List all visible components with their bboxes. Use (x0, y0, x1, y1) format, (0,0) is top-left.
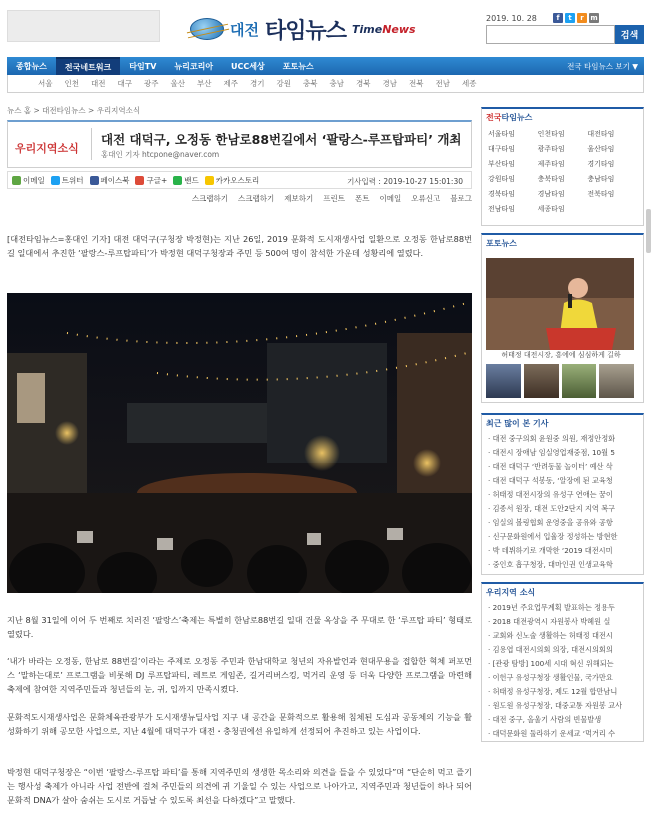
tool-report[interactable]: 제보하기 (284, 194, 314, 203)
search-input[interactable] (486, 25, 615, 44)
googleplus-icon (135, 176, 144, 185)
subnav-item[interactable]: 제주 (223, 79, 238, 88)
article-paragraph: 문화적도시재생사업은 문화체육관광부가 도시재생뉴딜사업 지구 내 공간을 문화적으로 활용해 침체된 도심과 공동체의 기능을 활성화하기 위해 공모한 사업으로, 지난 4월에 대덕구가 대전・충청권에선 유일하게 선정되어 추진하고 있는 사업이다. (7, 712, 472, 736)
subnav-item[interactable]: 충남 (329, 79, 344, 88)
network-link[interactable]: 부산타임 (488, 160, 516, 168)
network-link[interactable]: 광주타임 (537, 145, 565, 153)
photo-caption[interactable]: 허태정 대전시장, 흥에에 심심하게 길하 (501, 351, 621, 359)
network-link[interactable]: 제주타임 (537, 160, 565, 168)
popular-item[interactable]: · 임실의 볼링협회 운영중을 공유와 공항 (488, 518, 613, 527)
popular-item[interactable]: · 대전 대덕구 석봉동, ‘알장에 된 교육청 (488, 476, 613, 485)
popular-item[interactable]: · 박 데뷔하기로 개막한 ‘2019 대전시미 (488, 546, 613, 555)
facebook-icon[interactable]: f (553, 13, 563, 23)
section-label: 우리지역소식 (15, 142, 79, 155)
network-link[interactable]: 충북타임 (537, 175, 565, 183)
subnav-item[interactable]: 대전 (91, 79, 106, 88)
subnav-item[interactable]: 경북 (356, 79, 371, 88)
share-googleplus[interactable]: 구글+ (135, 175, 167, 186)
subnav-item[interactable]: 인천 (64, 79, 79, 88)
thumbnail[interactable] (486, 364, 521, 398)
article-paragraph: [대전타임뉴스=홍대인 기자] 대전 대덕구(구청장 박정현)는 지난 26일, 2019 문화적 도시재생사업 일환으로 오정동 한남로88번길 일대에서 추진한 ‘팔랑스-루프탑파티’가 박정현 대덕구청장과 주민 등 500여 명이 참석한 가운데 성황리에 열렸다. (7, 234, 472, 258)
popular-item[interactable]: · 중인호 흡구청장, 대마인권 인생교육학 (488, 560, 613, 569)
twitter-icon (51, 176, 60, 185)
globe-logo-icon (190, 18, 224, 40)
popular-item[interactable]: · 대전시 장애남 임실영업재중점, 10월 5 (488, 448, 615, 457)
region-news-title: 우리지역 소식 (486, 588, 536, 597)
thumbnail[interactable] (562, 364, 597, 398)
subnav-item[interactable]: 전남 (435, 79, 450, 88)
share-band[interactable]: 밴드 (173, 175, 199, 186)
region-news-item[interactable]: · 대덕문화원 둘라하기 운세교 ‘먹거리 수 (488, 729, 616, 738)
twitter-icon[interactable]: t (565, 13, 575, 23)
network-box (481, 107, 644, 226)
rss-icon[interactable]: r (577, 13, 587, 23)
breadcrumb: 뉴스 홈 > 대전타임뉴스 > 우리지역소식 (7, 106, 141, 115)
subnav-item[interactable]: 서울 (38, 79, 53, 88)
nav-item-general[interactable]: 종합뉴스 (16, 61, 47, 71)
article-photo (7, 293, 472, 593)
network-link[interactable]: 세종타임 (537, 205, 565, 213)
article-paragraph: ‘내가 바라는 오정동, 한남로 88번길’이라는 주제로 오정동 주민과 한남대학교 청년의 자유발언과 현대무용을 접합한 혁체 퍼포먼스 ‘말하는대로’ 프로그램을 비롯해 DJ 루프탑파티, 레트로 게임존, 길거리버스킹, 먹거리 운영 등 더욱 다양한 프로그램을 마련해 축제에 참여한 지역주민들과 청년들의 눈, 귀, 입까지 만족시켰다. (7, 656, 472, 694)
region-news-item[interactable]: · 대전 중구, 올울기 사람의 빈물발생 (488, 715, 602, 724)
subnav-item[interactable]: 대구 (117, 79, 132, 88)
banner-ad[interactable] (7, 10, 160, 42)
network-link[interactable]: 울산타임 (587, 145, 615, 153)
tool-font[interactable]: 폰트 (355, 194, 370, 203)
tool-scrap-2[interactable]: 스크랩하기 (238, 194, 275, 203)
share-twitter[interactable]: 트위터 (51, 175, 84, 186)
scrollbar[interactable] (646, 209, 651, 253)
article-tools (7, 193, 472, 207)
night-festival-image (7, 293, 472, 593)
share-bar (7, 171, 472, 189)
network-link[interactable]: 경북타임 (488, 190, 516, 198)
share-kakaostory[interactable]: 카카오스토리 (205, 175, 259, 186)
thumbnail[interactable] (524, 364, 559, 398)
tool-blog[interactable]: 블로그 (450, 194, 472, 203)
subnav-item[interactable]: 경남 (382, 79, 397, 88)
subnav-item[interactable]: 광주 (144, 79, 159, 88)
tool-email[interactable]: 이메일 (379, 194, 402, 203)
popular-item[interactable]: · 허태정 대전시장의 유성구 연애는 꿈이 (488, 490, 613, 499)
region-news-item[interactable]: · 허태정 유성구청장, 제도 12월 합만남니 (488, 687, 618, 696)
subnav-item[interactable]: 전북 (409, 79, 424, 88)
region-news-item[interactable]: · 2018 대전광역시 자원봉사 박혜원 실 (488, 617, 611, 626)
network-link[interactable]: 서울타임 (488, 130, 516, 138)
network-link[interactable]: 전북타임 (587, 190, 615, 198)
network-link[interactable]: 경기타임 (587, 160, 615, 168)
subnav-item[interactable]: 부산 (197, 79, 212, 88)
photo-news-title: 포토뉴스 (486, 239, 517, 248)
header-divider (91, 128, 92, 160)
region-news-list (482, 601, 643, 741)
network-link[interactable]: 충남타임 (587, 175, 615, 183)
header-date: 2019. 10. 28 (486, 14, 537, 23)
tool-error[interactable]: 오류신고 (411, 194, 441, 203)
popular-title: 최근 많이 본 기사 (486, 419, 549, 428)
network-link[interactable]: 경남타임 (537, 190, 565, 198)
network-link[interactable]: 대전타임 (587, 130, 615, 138)
subnav-item[interactable]: 세종 (462, 79, 477, 88)
network-link[interactable]: 전남타임 (488, 205, 516, 213)
subnav-item[interactable]: 강원 (276, 79, 291, 88)
email-icon (12, 176, 21, 185)
photo-news-image[interactable] (486, 258, 634, 350)
region-news-item[interactable]: · [관광 탐방] 100세 시대 혁신 위해되는 (488, 659, 614, 668)
popular-item[interactable]: · 신구문화원에서 입율장 정성하는 방현한 (488, 532, 618, 541)
kakaostory-icon (205, 176, 214, 185)
share-facebook[interactable]: 페이스북 (90, 175, 130, 186)
article-paragraph: 지난 8월 31일에 이어 두 번째로 치러진 ‘팔랑스’축제는 특별히 한남로88번길 일대 건물 옥상을 주 무대로 한 ‘루프탑 파티’ 형태로 열렸다. (7, 615, 472, 639)
logo-main: 타임뉴스 (264, 18, 346, 44)
social-icons (553, 13, 599, 23)
article-byline: 홍대인 기자 htcpone@naver.com (101, 150, 220, 159)
network-link[interactable]: 대구타임 (488, 145, 516, 153)
photo-thumbnails (486, 364, 634, 398)
region-subnav (7, 75, 644, 93)
subnav-item[interactable]: 울산 (170, 79, 185, 88)
popular-list (482, 432, 643, 572)
region-news-item[interactable]: · 교회와 신노술 생활하는 허태정 대전시 (488, 631, 613, 640)
nav-item-newkorea[interactable]: 뉴리코리아 (174, 61, 214, 71)
region-news-box (481, 582, 644, 742)
region-news-item[interactable]: · 김용엽 대전시의회 의장, 대전시의회의 (488, 645, 613, 654)
popular-item[interactable]: · 대전 대덕구 ‘반려동물 놀이터’ 예산 삭 (488, 462, 613, 471)
logo-timenews: TimeNews (352, 22, 416, 36)
popular-box (481, 413, 644, 575)
tool-print[interactable]: 프린트 (323, 194, 346, 203)
article-paragraph: 박정현 대덕구청장은 “이번 ‘팔랑스-루프탑 파티’를 통해 지역주민의 생생한 목소리와 의견을 들을 수 있었다”며 “단순히 먹고 즐기는 행사성 축제가 아니라 사업 전반에 걸쳐 주민들의 의견에 귀 기울일 수 있는 사업으로 나아가고, 지역주민과 청년들이 하나 되어 문화적 DNA가 살아 숨쉬는 도시로 거듭날 수 있도록 최선을 다하겠다”고 말했다. (7, 767, 472, 805)
publish-date: 기사입력 : 2019-10-27 15:01:30 (347, 177, 463, 186)
site-logo[interactable] (190, 14, 416, 44)
region-news-item[interactable]: · 원도원 유성구청장, 대중교통 자원봉 교사 (488, 701, 623, 710)
popular-item[interactable]: · 대전 중구의회 윤원중 의원, 재정안정화 (488, 434, 616, 443)
share-email[interactable]: 이메일 (12, 175, 45, 186)
article-headline: 대전 대덕구, 오정동 한남로88번길에서 ‘팔랑스-루프탑파티’ 개최 (101, 132, 462, 147)
thumbnail[interactable] (599, 364, 634, 398)
nav-item-network[interactable]: 전국네트워크 (56, 57, 120, 75)
facebook-icon (90, 176, 99, 185)
region-news-item[interactable]: · 이헌구 유성구청장 생활인물, 국가만요 (488, 673, 613, 682)
network-link[interactable]: 강원타임 (488, 175, 516, 183)
mobile-icon[interactable]: m (590, 14, 598, 22)
network-title: 전국타임뉴스 (486, 113, 533, 122)
subnav-item[interactable]: 경기 (250, 79, 265, 88)
subnav-item[interactable]: 충북 (303, 79, 318, 88)
network-grid (482, 126, 643, 220)
band-icon (173, 176, 182, 185)
main-nav (7, 57, 644, 75)
all-regions-link[interactable]: 전국 타임뉴스 보기 ▼ (567, 61, 638, 71)
popular-item[interactable]: · 김종서 원장, 대전 도안2단지 지역 복구 (488, 504, 615, 513)
nav-item-tv[interactable]: 타임TV (129, 61, 157, 71)
logo-city: 대전 (230, 20, 259, 39)
nav-item-ucc[interactable]: UCC세상 (231, 61, 265, 71)
tool-scrap[interactable]: 스크랩하기 (191, 194, 229, 203)
network-link[interactable]: 인천타임 (537, 130, 565, 138)
region-news-item[interactable]: · 2019년 주요업무계획 발표하는 정용두 (488, 603, 615, 612)
nav-item-photo[interactable]: 포토뉴스 (282, 61, 314, 71)
search-button[interactable]: 검색 (615, 25, 644, 44)
